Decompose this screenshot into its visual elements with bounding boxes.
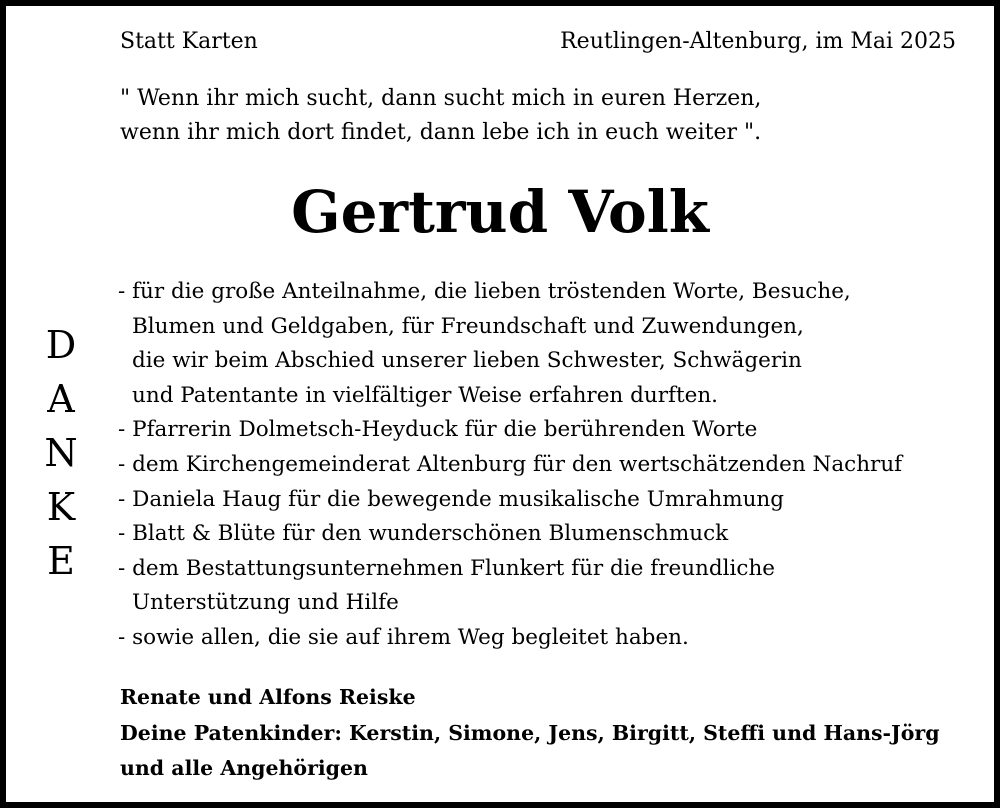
header-place-date: Reutlingen-Altenburg, im Mai 2025: [560, 29, 956, 54]
thanks-line: - dem Bestattungsunternehmen Flunkert für die freundliche: [118, 555, 776, 581]
thanks-line: die wir beim Abschied unserer lieben Schwester, Schwägerin: [132, 348, 802, 374]
thanks-line: - für die große Anteilnahme, die lieben tröstenden Worte, Besuche,: [118, 279, 851, 304]
deceased-name: Gertrud Volk: [291, 178, 709, 246]
signature-line: Deine Patenkinder: Kerstin, Simone, Jens, Birgitt, Steffi und Hans-Jörg: [120, 720, 940, 745]
thanks-line: Unterstützung und Hilfe: [132, 590, 399, 616]
quote-block: [120, 82, 761, 150]
danke-vertical-word: [32, 318, 90, 588]
thanks-line: - dem Kirchengemeinderat Altenburg für den wertschätzenden Nachruf: [118, 451, 903, 477]
thanks-line: Blumen und Geldgaben, für Freundschaft und Zuwendungen,: [132, 313, 804, 339]
header-left-text: Statt Karten: [120, 29, 258, 54]
thanks-line: - Pfarrerin Dolmetsch-Heyduck für die berührenden Worte: [118, 417, 758, 443]
thanks-list: [118, 275, 902, 656]
danke-letter: A: [47, 377, 75, 421]
signature-line: und alle Angehörigen: [120, 756, 368, 780]
danke-letter: D: [45, 323, 77, 367]
danke-letter: E: [47, 539, 75, 583]
danke-letter: K: [46, 485, 76, 529]
thanks-line: - Blatt & Blüte für den wunderschönen Blumenschmuck: [118, 521, 729, 547]
thanks-line: - Daniela Haug für die bewegende musikalische Umrahmung: [118, 486, 785, 512]
thanks-line: - sowie allen, die sie auf ihrem Weg begleitet haben.: [118, 624, 689, 650]
signature-line: Renate und Alfons Reiske: [120, 685, 416, 709]
quote-line: wenn ihr mich dort findet, dann lebe ich in euch weiter ".: [120, 120, 762, 145]
thanks-line: und Patentante in vielfältiger Weise erfahren durften.: [132, 382, 719, 408]
danke-letter: N: [44, 431, 78, 475]
quote-line: " Wenn ihr mich sucht, dann sucht mich in euren Herzen,: [120, 86, 762, 111]
signatures-block: [120, 680, 940, 787]
